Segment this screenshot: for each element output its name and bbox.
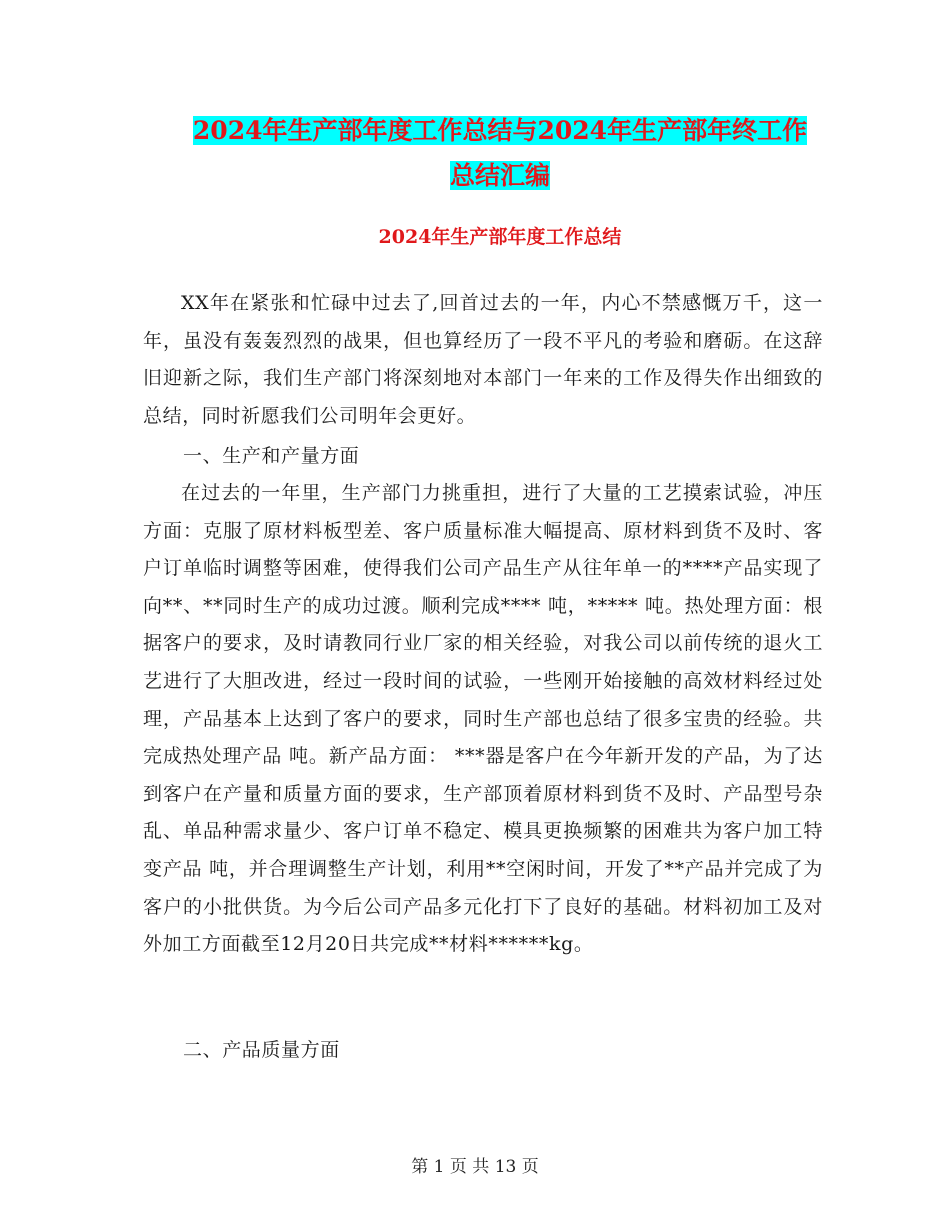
section-title: 2024年生产部年度工作总结 (378, 226, 622, 248)
title-line-1: 2024年生产部年度工作总结与2024年生产部年终工作 (192, 116, 808, 145)
heading-production: 一、生产和产量方面 (183, 445, 360, 467)
document-title (140, 108, 860, 198)
production-paragraph-block (143, 475, 823, 964)
heading-quality: 二、产品质量方面 (183, 1039, 340, 1061)
intro-paragraph-block (143, 285, 823, 435)
title-line-2: 总结汇编 (449, 161, 550, 190)
production-paragraph: 在过去的一年里，生产部门力挑重担，进行了大量的工艺摸索试验，冲压方面：克服了原材料板型差、客户质量标准大幅提高、原材料到货不及时、客户订单临时调整等困难，使得我们公司产品生产从往年单一的****产品实现了向**、**同时生产的成功过渡。顺利完成**** 吨，***** 吨。热处理方面：根据客户的要求，及时请教同行业厂家的相关经验，对我公司以前传统的退火工艺进行了大胆改进，经过一段时间的试验，一些刚开始接触的高效材料经过处理，产品基本上达到了客户的要求，同时生产部也总结了很多宝贵的经验。共完成热处理产品 吨。新产品方面： ***器是客户在今年新开发的产品，为了达到客户在产量和质量方面的要求，生产部顶着原材料到货不及时、产品型号杂乱、单品种需求量少、客户订单不稳定、模具更换频繁的困难共为客户加工特变产品 吨，并合理调整生产计划，利用**空闲时间，开发了**产品并完成了为客户的小批供货。为今后公司产品多元化打下了良好的基础。材料初加工及对外加工方面截至12月20日共完成**材料******kg。 (143, 482, 823, 956)
intro-paragraph: XX年在紧张和忙碌中过去了,回首过去的一年，内心不禁感慨万千，这一年，虽没有轰轰烈烈的战果，但也算经历了一段不平凡的考验和磨砺。在这辞旧迎新之际，我们生产部门将深刻地对本部门一年来的工作及得失作出细致的总结，同时祈愿我们公司明年会更好。 (143, 292, 823, 427)
page-footer: 第 1 页 共 13 页 (411, 1157, 539, 1177)
